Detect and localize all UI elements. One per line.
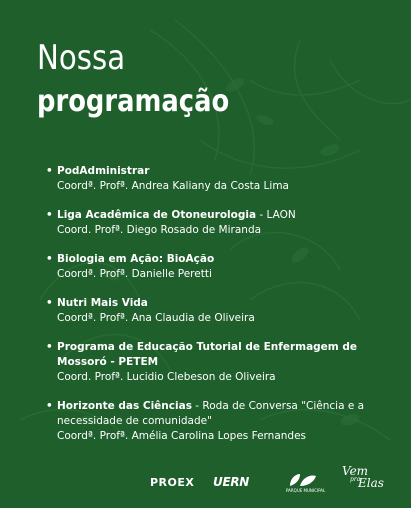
bullet-icon: • (46, 341, 53, 353)
list-item (46, 399, 396, 444)
list-item (46, 252, 396, 282)
list-item (46, 164, 396, 194)
bullet-icon: • (46, 209, 53, 221)
vem-text: Vem (342, 464, 369, 478)
item-name: Liga Acadêmica de Otoneurologia (57, 209, 257, 221)
vem-pra-elas-logo (340, 464, 386, 500)
item-name: Programa de Educação Tutorial de Enfermagem de Mossoró - PETEM (57, 341, 358, 368)
item-coordinator: Coord. Profª. Diego Rosado de Miranda (57, 224, 262, 236)
item-coordinator: Coordª. Profª. Danielle Peretti (57, 268, 212, 280)
item-name: Horizonte das Ciências (57, 400, 192, 412)
bullet-icon: • (46, 297, 53, 309)
footer-logos (0, 464, 411, 500)
page-title-line2: programação (37, 84, 230, 119)
item-coordinator: Coordª. Profª. Amélia Carolina Lopes Fernandes (57, 430, 307, 442)
pra-text: pra (350, 476, 361, 483)
item-coordinator: Coord. Profª. Lucidio Clebeson de Oliveira (57, 371, 276, 383)
item-coordinator: Coordª. Profª. Andrea Kaliany da Costa Lima (57, 180, 289, 192)
item-name: PodAdministrar (57, 165, 150, 177)
bullet-icon: • (46, 165, 53, 177)
item-coordinator: Coordª. Profª. Ana Claudia de Oliveira (57, 312, 255, 324)
parque-logo (286, 470, 326, 498)
program-list (46, 164, 396, 458)
item-suffix: - Roda de Conversa "Ciência e a necessidade de comunidade" (57, 400, 365, 427)
list-item (46, 296, 396, 326)
item-suffix: - LAON (256, 209, 296, 221)
bullet-icon: • (46, 400, 53, 412)
uern-logo: UERN (213, 475, 250, 489)
proex-logo: PROEX (150, 476, 195, 489)
item-name: Biologia em Ação: BioAção (57, 253, 215, 265)
leaf-icon (286, 470, 322, 488)
item-name: Nutri Mais Vida (57, 297, 148, 309)
bullet-icon: • (46, 253, 53, 265)
parque-logo-text: PARQUE MUNICIPAL (286, 488, 326, 493)
list-item (46, 208, 396, 238)
list-item (46, 340, 396, 385)
elas-text: Elas (358, 476, 384, 490)
page-title-line1: Nossa (37, 38, 126, 78)
